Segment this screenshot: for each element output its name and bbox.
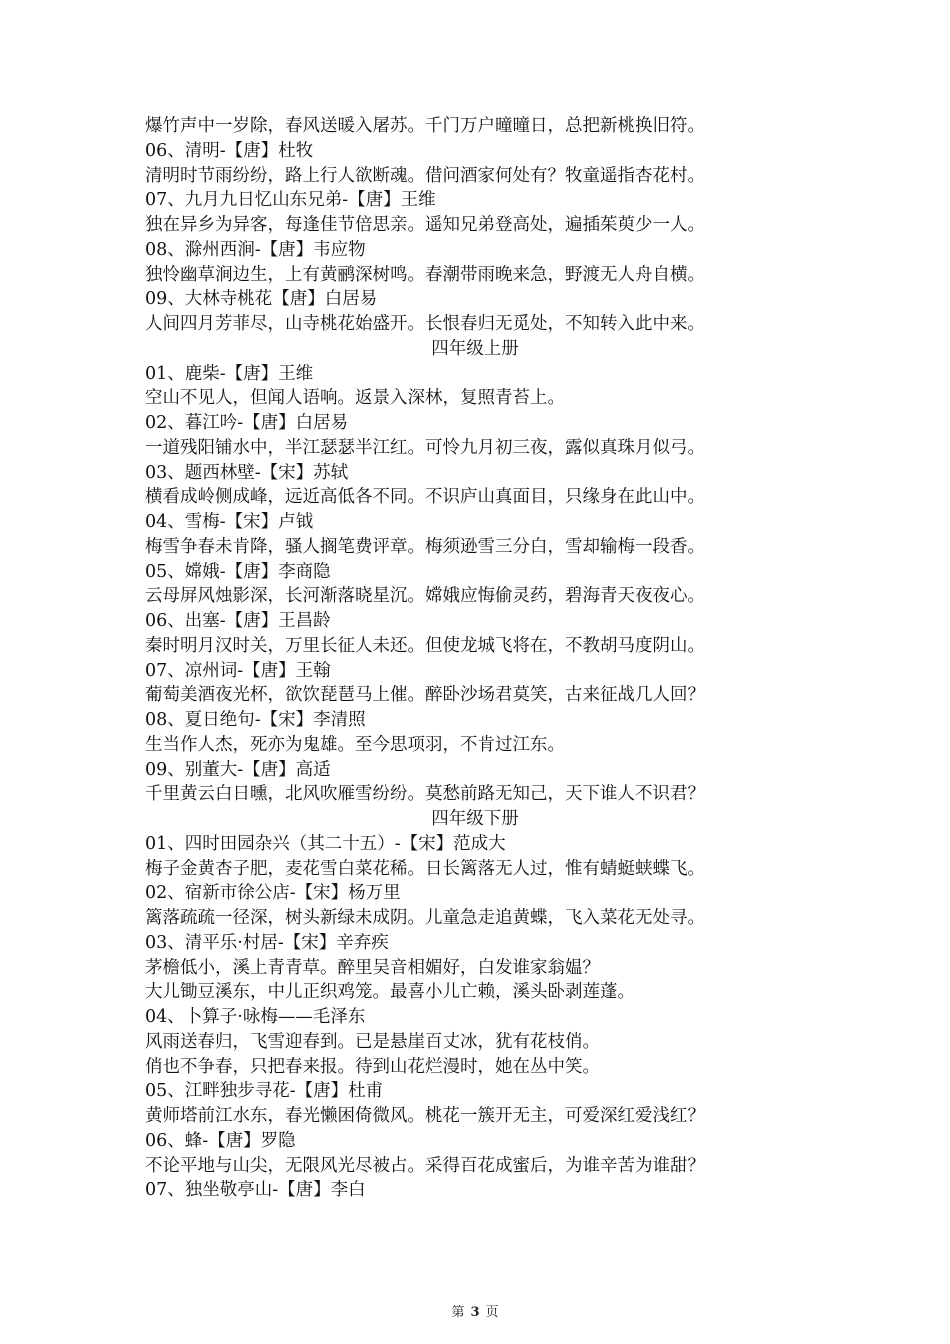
poem-title: 05、江畔独步寻花-【唐】杜甫 bbox=[145, 1081, 384, 1102]
poem-text-line: 云母屏风烛影深，长河渐落晓星沉。嫦娥应悔偷灵药，碧海青天夜夜心。 bbox=[145, 586, 705, 607]
poem-title: 07、九月九日忆山东兄弟-【唐】王维 bbox=[145, 190, 436, 211]
section-heading: 四年级下册 bbox=[431, 809, 519, 829]
poem-title: 04、雪梅-【宋】卢钺 bbox=[145, 512, 314, 532]
poem-title: 01、四时田园杂兴（其二十五）-【宋】范成大 bbox=[145, 833, 506, 854]
poem-title: 06、蜂-【唐】罗隐 bbox=[145, 1130, 296, 1151]
poem-text-line: 梅子金黄杏子肥，麦花雪白菜花稀。日长篱落无人过，惟有蜻蜓蛱蝶飞。 bbox=[145, 858, 705, 879]
poem-title: 01、鹿柴-【唐】王维 bbox=[145, 363, 314, 384]
poem-title: 04、卜算子·咏梅——毛泽东 bbox=[145, 1007, 366, 1027]
poem-text-line: 人间四月芳菲尽，山寺桃花始盛开。长恨春归无觅处，不知转入此中来。 bbox=[145, 314, 705, 334]
poem-title: 06、出塞-【唐】王昌龄 bbox=[145, 611, 331, 631]
poem-title: 07、凉州词-【唐】王翰 bbox=[145, 660, 331, 681]
poem-text-line: 风雨送春归，飞雪迎春到。已是悬崖百丈冰，犹有花枝俏。 bbox=[145, 1031, 600, 1052]
poem-text-line: 大儿锄豆溪东，中儿正织鸡笼。最喜小儿亡赖，溪头卧剥莲蓬。 bbox=[145, 982, 635, 1003]
poem-text-line: 一道残阳铺水中，半江瑟瑟半江红。可怜九月初三夜，露似真珠月似弓。 bbox=[145, 437, 705, 458]
poem-title: 09、别董大-【唐】高适 bbox=[145, 759, 331, 780]
poem-text-line: 不论平地与山尖，无限风光尽被占。采得百花成蜜后，为谁辛苦为谁甜？ bbox=[145, 1155, 705, 1176]
poem-text-line: 黄师塔前江水东，春光懒困倚微风。桃花一簇开无主，可爱深红爱浅红？ bbox=[145, 1106, 705, 1126]
poem-title: 07、独坐敬亭山-【唐】李白 bbox=[145, 1180, 366, 1201]
poem-text-line: 独在异乡为异客，每逢佳节倍思亲。遥知兄弟登高处，遍插茱萸少一人。 bbox=[145, 215, 705, 235]
poem-text-line: 清明时节雨纷纷，路上行人欲断魂。借问酒家何处有？牧童遥指杏花村。 bbox=[145, 165, 705, 186]
page-number: 3 bbox=[470, 1305, 480, 1320]
poem-title: 09、大林寺桃花【唐】白居易 bbox=[145, 289, 378, 310]
poem-text-line: 独怜幽草涧边生，上有黄鹂深树鸣。春潮带雨晚来急，野渡无人舟自横。 bbox=[145, 264, 705, 285]
poem-title: 05、嫦娥-【唐】李商隐 bbox=[145, 561, 331, 582]
poem-text-line: 茅檐低小，溪上青青草。醉里吴音相媚好，白发谁家翁媪？ bbox=[145, 957, 600, 978]
poem-title: 03、题西林壁-【宋】苏轼 bbox=[145, 462, 349, 483]
poem-text-line: 爆竹声中一岁除，春风送暖入屠苏。千门万户曈曈日，总把新桃换旧符。 bbox=[145, 116, 705, 136]
poem-title: 03、清平乐·村居-【宋】辛弃疾 bbox=[145, 932, 389, 953]
poem-text-line: 梅雪争春未肯降，骚人搁笔费评章。梅须逊雪三分白，雪却输梅一段香。 bbox=[145, 536, 705, 557]
poem-text-line: 空山不见人，但闻人语响。返景入深林，复照青苔上。 bbox=[145, 388, 565, 409]
poem-title: 08、滁州西涧-【唐】韦应物 bbox=[145, 239, 366, 260]
section-heading: 四年级上册 bbox=[431, 338, 519, 359]
poem-text-line: 横看成岭侧成峰，远近高低各不同。不识庐山真面目，只缘身在此山中。 bbox=[145, 487, 705, 508]
page-footer bbox=[0, 1304, 950, 1322]
page-footer-suffix: 页 bbox=[485, 1305, 499, 1320]
poem-text-line: 秦时明月汉时关，万里长征人未还。但使龙城飞将在，不教胡马度阴山。 bbox=[145, 635, 705, 656]
page-footer-prefix: 第 bbox=[451, 1305, 465, 1320]
poem-text-line: 千里黄云白日曛，北风吹雁雪纷纷。莫愁前路无知己，天下谁人不识君？ bbox=[145, 784, 705, 805]
poem-title: 02、宿新市徐公店-【宋】杨万里 bbox=[145, 883, 401, 904]
poem-text-line: 篱落疏疏一径深，树头新绿未成阴。儿童急走追黄蝶，飞入菜花无处寻。 bbox=[145, 908, 705, 928]
poem-text-line: 葡萄美酒夜光杯，欲饮琵琶马上催。醉卧沙场君莫笑，古来征战几人回？ bbox=[145, 685, 705, 706]
poem-title: 08、夏日绝句-【宋】李清照 bbox=[145, 710, 366, 730]
poem-title: 06、清明-【唐】杜牧 bbox=[145, 140, 314, 161]
poem-text-line: 生当作人杰，死亦为鬼雄。至今思项羽，不肯过江东。 bbox=[145, 734, 565, 755]
poem-text-line: 俏也不争春，只把春来报。待到山花烂漫时，她在丛中笑。 bbox=[145, 1056, 600, 1077]
document-body bbox=[145, 114, 805, 1203]
poem-title: 02、暮江吟-【唐】白居易 bbox=[145, 413, 349, 433]
